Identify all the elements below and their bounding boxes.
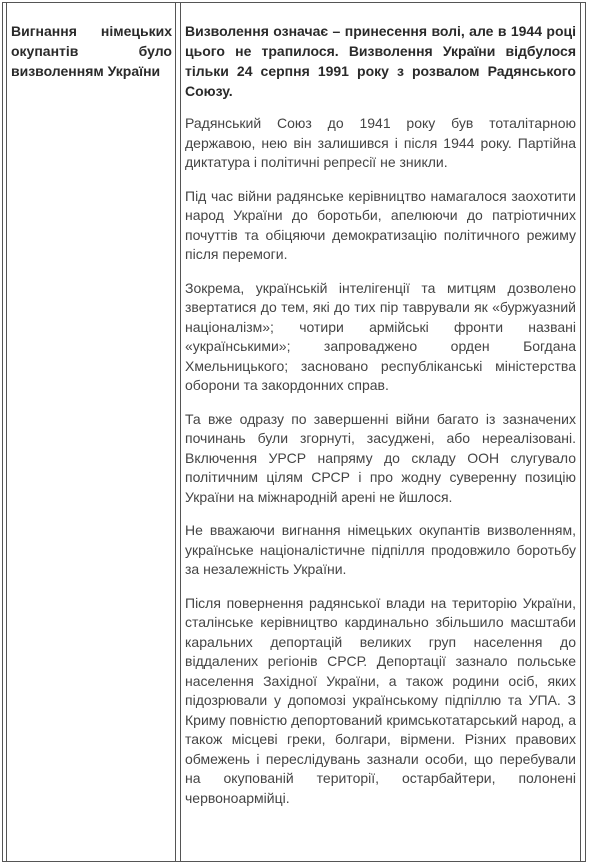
myth-statement: Вигнання німецьких окупантів було визволенням України <box>11 23 172 79</box>
explanation-lead: Визволення означає – принесення волі, але в 1944 році цього не трапилося. Визволення України відбулося тільки 24 серпня 1991 року з розвалом Радянського Союзу. <box>185 23 576 99</box>
explanation-paragraph: Не вважаючи вигнання німецьких окупантів визволенням, українське націоналістичне підпілля продовжило боротьбу за незалежність України. <box>185 522 576 577</box>
explanation-paragraph: Під час війни радянське керівництво намагалося заохотити народ України до боротьби, апелюючи до патріотичних почуттів та обіцяючи демократизацію політичного режиму після перемоги. <box>185 187 576 262</box>
explanation-cell <box>180 2 581 862</box>
explanation-paragraph: Радянський Союз до 1941 року був тоталітарною державою, нею він залишився і після 1944 року. Партійна диктатура і політичні репресії не зникли. <box>185 115 576 170</box>
myth-cell <box>6 2 176 862</box>
explanation-content <box>185 21 576 822</box>
explanation-paragraph: Та вже одразу по завершенні війни багато із зазначених починань були згорнуті, засуджені, або нереалізовані. Включення УРСР напряму до складу ООН слугувало політичним цілям СРСР і про жодну суверенну позицію України на міжнародній арені не йшлося. <box>185 410 576 505</box>
explanation-paragraph: Після повернення радянської влади на територію України, сталінське керівництво кардинально збільшило масштаби каральних депортацій великих груп населення до віддалених регіонів СРСР. Депортації зазнало польське населення Західної України, а також родини осіб, яких підозрювали у допомозі українському підпіллю та УПА. З Криму повністю депортований кримськотатарський народ, а також місцеві греки, болгари, вірмени. Різних правових обмежень і переслідувань зазнали особи, що перебували на окупованій території, остарбайтери, полонені червоноармійці. <box>185 594 576 806</box>
explanation-paragraph: Зокрема, українській інтелігенції та митцям дозволено звертатися до тем, які до тих пір таврували як «буржуазний націоналізм»; чотири армійські фронти названі «українськими»; запроваджено орден Богдана Хмельницького; засновано республіканські міністерства оборони та закордонних справ. <box>185 279 576 393</box>
